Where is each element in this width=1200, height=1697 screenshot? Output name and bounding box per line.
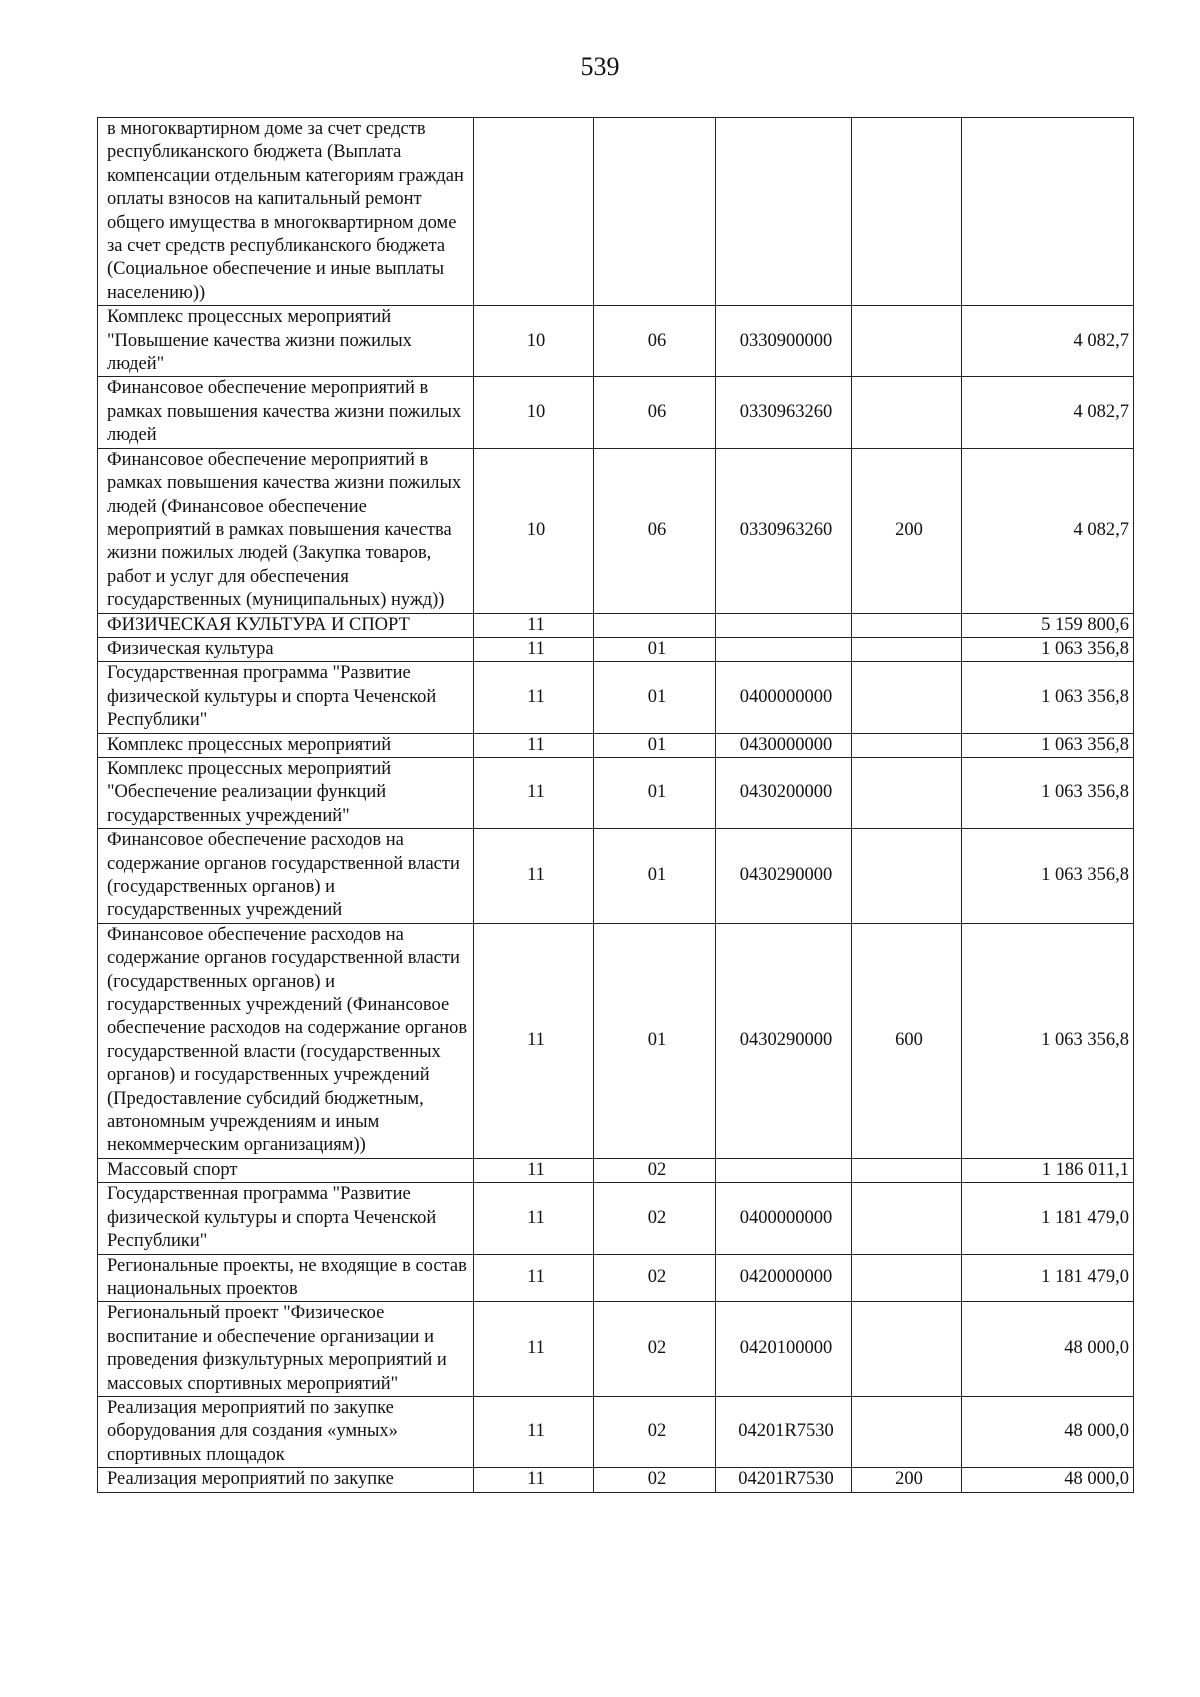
- row-name-cell: Финансовое обеспечение расходов на содержание органов государственной власти (государственных органов) и государственных учреждений (Финансовое обеспечение расходов на содержание органов государственной власти (государственных органов) и государственных учреждений (Предоставление субсидий бюджетным, автономным учреждениям и иным некоммерческим организациям)): [98, 923, 474, 1158]
- target-article-cell: 0430200000: [716, 757, 852, 828]
- section-code-cell: 11: [474, 1254, 594, 1302]
- row-name-cell: Региональные проекты, не входящие в состав национальных проектов: [98, 1254, 474, 1302]
- subsection-code-cell: [594, 613, 716, 637]
- table-row: [98, 829, 1134, 924]
- row-name-cell: Комплекс процессных мероприятий "Обеспечение реализации функций государственных учреждений": [98, 757, 474, 828]
- table-row: [98, 662, 1134, 733]
- expense-type-cell: [852, 1254, 962, 1302]
- section-code-cell: 11: [474, 923, 594, 1158]
- amount-cell: 1 063 356,8: [962, 829, 1134, 924]
- amount-cell: 4 082,7: [962, 448, 1134, 613]
- amount-cell: 1 063 356,8: [962, 757, 1134, 828]
- section-code-cell: 11: [474, 1158, 594, 1182]
- target-article-cell: 0420100000: [716, 1302, 852, 1397]
- row-name-cell: Реализация мероприятий по закупке: [98, 1468, 474, 1492]
- expense-type-cell: [852, 1183, 962, 1254]
- row-name-cell: ФИЗИЧЕСКАЯ КУЛЬТУРА И СПОРТ: [98, 613, 474, 637]
- subsection-code-cell: 06: [594, 377, 716, 448]
- section-code-cell: 11: [474, 1396, 594, 1467]
- target-article-cell: 0330900000: [716, 306, 852, 377]
- expense-type-cell: [852, 613, 962, 637]
- target-article-cell: 0400000000: [716, 662, 852, 733]
- amount-cell: 1 186 011,1: [962, 1158, 1134, 1182]
- table-row: [98, 1254, 1134, 1302]
- subsection-code-cell: 02: [594, 1468, 716, 1492]
- expense-type-cell: [852, 118, 962, 306]
- subsection-code-cell: 01: [594, 733, 716, 757]
- subsection-code-cell: [594, 118, 716, 306]
- target-article-cell: 04201R7530: [716, 1468, 852, 1492]
- subsection-code-cell: 06: [594, 306, 716, 377]
- row-name-cell: Массовый спорт: [98, 1158, 474, 1182]
- row-name-cell: Финансовое обеспечение мероприятий в рамках повышения качества жизни пожилых людей (Финансовое обеспечение мероприятий в рамках повышения качества жизни пожилых людей (Закупка товаров, работ и услуг для обеспечения государственных (муниципальных) нужд)): [98, 448, 474, 613]
- target-article-cell: [716, 118, 852, 306]
- expense-type-cell: [852, 1302, 962, 1397]
- row-name-cell: Комплекс процессных мероприятий "Повышение качества жизни пожилых людей": [98, 306, 474, 377]
- row-name-cell: Финансовое обеспечение мероприятий в рамках повышения качества жизни пожилых людей: [98, 377, 474, 448]
- subsection-code-cell: 02: [594, 1396, 716, 1467]
- table-row: [98, 1158, 1134, 1182]
- table-row: [98, 448, 1134, 613]
- expense-type-cell: [852, 757, 962, 828]
- section-code-cell: 10: [474, 377, 594, 448]
- subsection-code-cell: 01: [594, 662, 716, 733]
- subsection-code-cell: 01: [594, 637, 716, 661]
- subsection-code-cell: 01: [594, 757, 716, 828]
- table-row: [98, 377, 1134, 448]
- amount-cell: 1 063 356,8: [962, 923, 1134, 1158]
- target-article-cell: [716, 1158, 852, 1182]
- amount-cell: 48 000,0: [962, 1396, 1134, 1467]
- table-row: [98, 923, 1134, 1158]
- section-code-cell: 11: [474, 613, 594, 637]
- expense-type-cell: [852, 662, 962, 733]
- row-name-cell: Реализация мероприятий по закупке оборудования для создания «умных» спортивных площадок: [98, 1396, 474, 1467]
- table-row: [98, 1468, 1134, 1492]
- table-row: [98, 733, 1134, 757]
- row-name-cell: Государственная программа "Развитие физической культуры и спорта Чеченской Республики": [98, 1183, 474, 1254]
- table-row: [98, 637, 1134, 661]
- table-row: [98, 757, 1134, 828]
- table-row: [98, 1302, 1134, 1397]
- section-code-cell: 11: [474, 757, 594, 828]
- subsection-code-cell: 02: [594, 1302, 716, 1397]
- section-code-cell: 11: [474, 1468, 594, 1492]
- amount-cell: 1 181 479,0: [962, 1254, 1134, 1302]
- section-code-cell: [474, 118, 594, 306]
- target-article-cell: 04201R7530: [716, 1396, 852, 1467]
- expense-type-cell: [852, 1158, 962, 1182]
- target-article-cell: 0420000000: [716, 1254, 852, 1302]
- subsection-code-cell: 01: [594, 923, 716, 1158]
- amount-cell: 4 082,7: [962, 306, 1134, 377]
- section-code-cell: 11: [474, 1183, 594, 1254]
- amount-cell: 4 082,7: [962, 377, 1134, 448]
- page-number: 539: [580, 52, 620, 81]
- expense-type-cell: [852, 829, 962, 924]
- target-article-cell: 0400000000: [716, 1183, 852, 1254]
- table-row: [98, 118, 1134, 306]
- row-name-cell: Государственная программа "Развитие физической культуры и спорта Чеченской Республики": [98, 662, 474, 733]
- expense-type-cell: [852, 306, 962, 377]
- section-code-cell: 11: [474, 637, 594, 661]
- row-name-cell: в многоквартирном доме за счет средств республиканского бюджета (Выплата компенсации отдельным категориям граждан оплаты взносов на капитальный ремонт общего имущества в многоквартирном доме за счет средств республиканского бюджета (Социальное обеспечение и иные выплаты населению)): [98, 118, 474, 306]
- target-article-cell: 0330963260: [716, 377, 852, 448]
- subsection-code-cell: 02: [594, 1183, 716, 1254]
- target-article-cell: 0330963260: [716, 448, 852, 613]
- amount-cell: 5 159 800,6: [962, 613, 1134, 637]
- amount-cell: 48 000,0: [962, 1302, 1134, 1397]
- row-name-cell: Физическая культура: [98, 637, 474, 661]
- expense-type-cell: 200: [852, 448, 962, 613]
- budget-table: [97, 117, 1134, 1493]
- subsection-code-cell: 02: [594, 1254, 716, 1302]
- table-row: [98, 1183, 1134, 1254]
- amount-cell: 48 000,0: [962, 1468, 1134, 1492]
- row-name-cell: Региональный проект "Физическое воспитание и обеспечение организации и проведения физкультурных мероприятий и массовых спортивных мероприятий": [98, 1302, 474, 1397]
- section-code-cell: 11: [474, 829, 594, 924]
- amount-cell: 1 063 356,8: [962, 637, 1134, 661]
- section-code-cell: 11: [474, 662, 594, 733]
- amount-cell: 1 063 356,8: [962, 662, 1134, 733]
- subsection-code-cell: 01: [594, 829, 716, 924]
- subsection-code-cell: 02: [594, 1158, 716, 1182]
- expense-type-cell: [852, 637, 962, 661]
- target-article-cell: 0430290000: [716, 923, 852, 1158]
- expense-type-cell: [852, 733, 962, 757]
- section-code-cell: 11: [474, 1302, 594, 1397]
- target-article-cell: 0430000000: [716, 733, 852, 757]
- expense-type-cell: 200: [852, 1468, 962, 1492]
- target-article-cell: [716, 637, 852, 661]
- section-code-cell: 10: [474, 448, 594, 613]
- amount-cell: 1 063 356,8: [962, 733, 1134, 757]
- section-code-cell: 10: [474, 306, 594, 377]
- expense-type-cell: 600: [852, 923, 962, 1158]
- table-row: [98, 1396, 1134, 1467]
- table-row: [98, 306, 1134, 377]
- section-code-cell: 11: [474, 733, 594, 757]
- target-article-cell: 0430290000: [716, 829, 852, 924]
- subsection-code-cell: 06: [594, 448, 716, 613]
- row-name-cell: Комплекс процессных мероприятий: [98, 733, 474, 757]
- target-article-cell: [716, 613, 852, 637]
- table-row: [98, 613, 1134, 637]
- row-name-cell: Финансовое обеспечение расходов на содержание органов государственной власти (государственных органов) и государственных учреждений: [98, 829, 474, 924]
- expense-type-cell: [852, 1396, 962, 1467]
- amount-cell: 1 181 479,0: [962, 1183, 1134, 1254]
- amount-cell: [962, 118, 1134, 306]
- expense-type-cell: [852, 377, 962, 448]
